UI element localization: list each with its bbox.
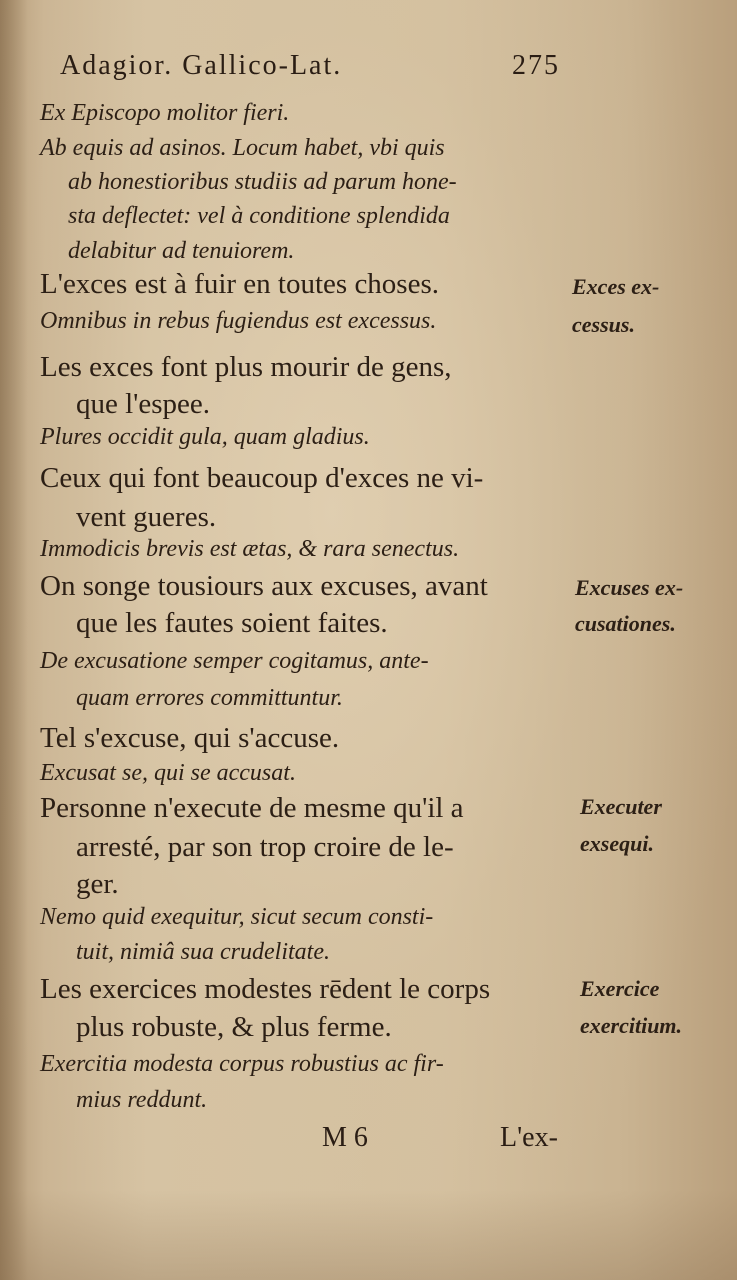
text-line: Personne n'execute de mesme qu'il a [40,792,464,824]
text-line: Ab equis ad asinos. Locum habet, vbi quis [40,135,445,161]
text-line: Plures occidit gula, quam gladius. [40,424,370,450]
text-line: ger. [76,868,119,900]
text-line: Les exercices modestes rēdent le corps [40,973,491,1005]
text-line: tuit, nimiâ sua crudelitate. [76,939,330,965]
signature-mark: M 6 [322,1122,368,1153]
text-line: Nemo quid exequitur, sicut secum consti- [40,904,434,930]
text-line: ab honestioribus studiis ad parum hone- [68,169,457,195]
text-line: sta deflectet: vel à conditione splendida [68,203,450,229]
text-line: Immodicis brevis est ætas, & rara senectus. [40,536,460,562]
text-line: mius reddunt. [76,1087,208,1113]
text-line: quam errores committuntur. [76,685,343,711]
margin-note: cessus. [572,312,635,337]
text-line: Tel s'excuse, qui s'accuse. [40,722,340,754]
text-line: vent gueres. [76,501,217,533]
text-line: Les exces font plus mourir de gens, [40,351,452,383]
text-line: L'exces est à fuir en toutes choses. [40,268,440,300]
running-title: Adagior. Gallico-Lat. [60,50,343,81]
text-line: Exercitia modesta corpus robustius ac fir- [40,1051,444,1077]
margin-note: cusationes. [575,611,676,636]
text-line: que l'espee. [76,388,211,420]
margin-note: Executer [580,794,662,819]
text-line: Ceux qui font beaucoup d'exces ne vi- [40,462,484,494]
margin-note: Exces ex- [572,274,660,299]
text-line: delabitur ad tenuiorem. [68,238,295,264]
margin-note: Excuses ex- [575,575,684,600]
margin-note: exsequi. [580,831,654,856]
page-gutter-shadow [0,0,28,1280]
margin-note: Exercice [580,976,660,1001]
text-line: que les fautes soient faites. [76,607,388,639]
margin-note: exercitium. [580,1013,683,1038]
text-line: De excusatione semper cogitamus, ante- [40,648,429,674]
text-line: Ex Episcopo molitor fieri. [40,100,290,126]
page-number: 275 [512,50,560,81]
text-line: arresté, par son trop croire de le- [76,831,454,863]
running-header [60,50,560,82]
text-line: On songe tousiours aux excuses, avant [40,570,488,602]
catchword: L'ex- [500,1122,558,1153]
page-bottom-shading [0,1190,737,1280]
text-line: Omnibus in rebus fugiendus est excessus. [40,308,437,334]
text-line: Excusat se, qui se accusat. [40,760,296,786]
text-line: plus robuste, & plus ferme. [76,1011,392,1043]
